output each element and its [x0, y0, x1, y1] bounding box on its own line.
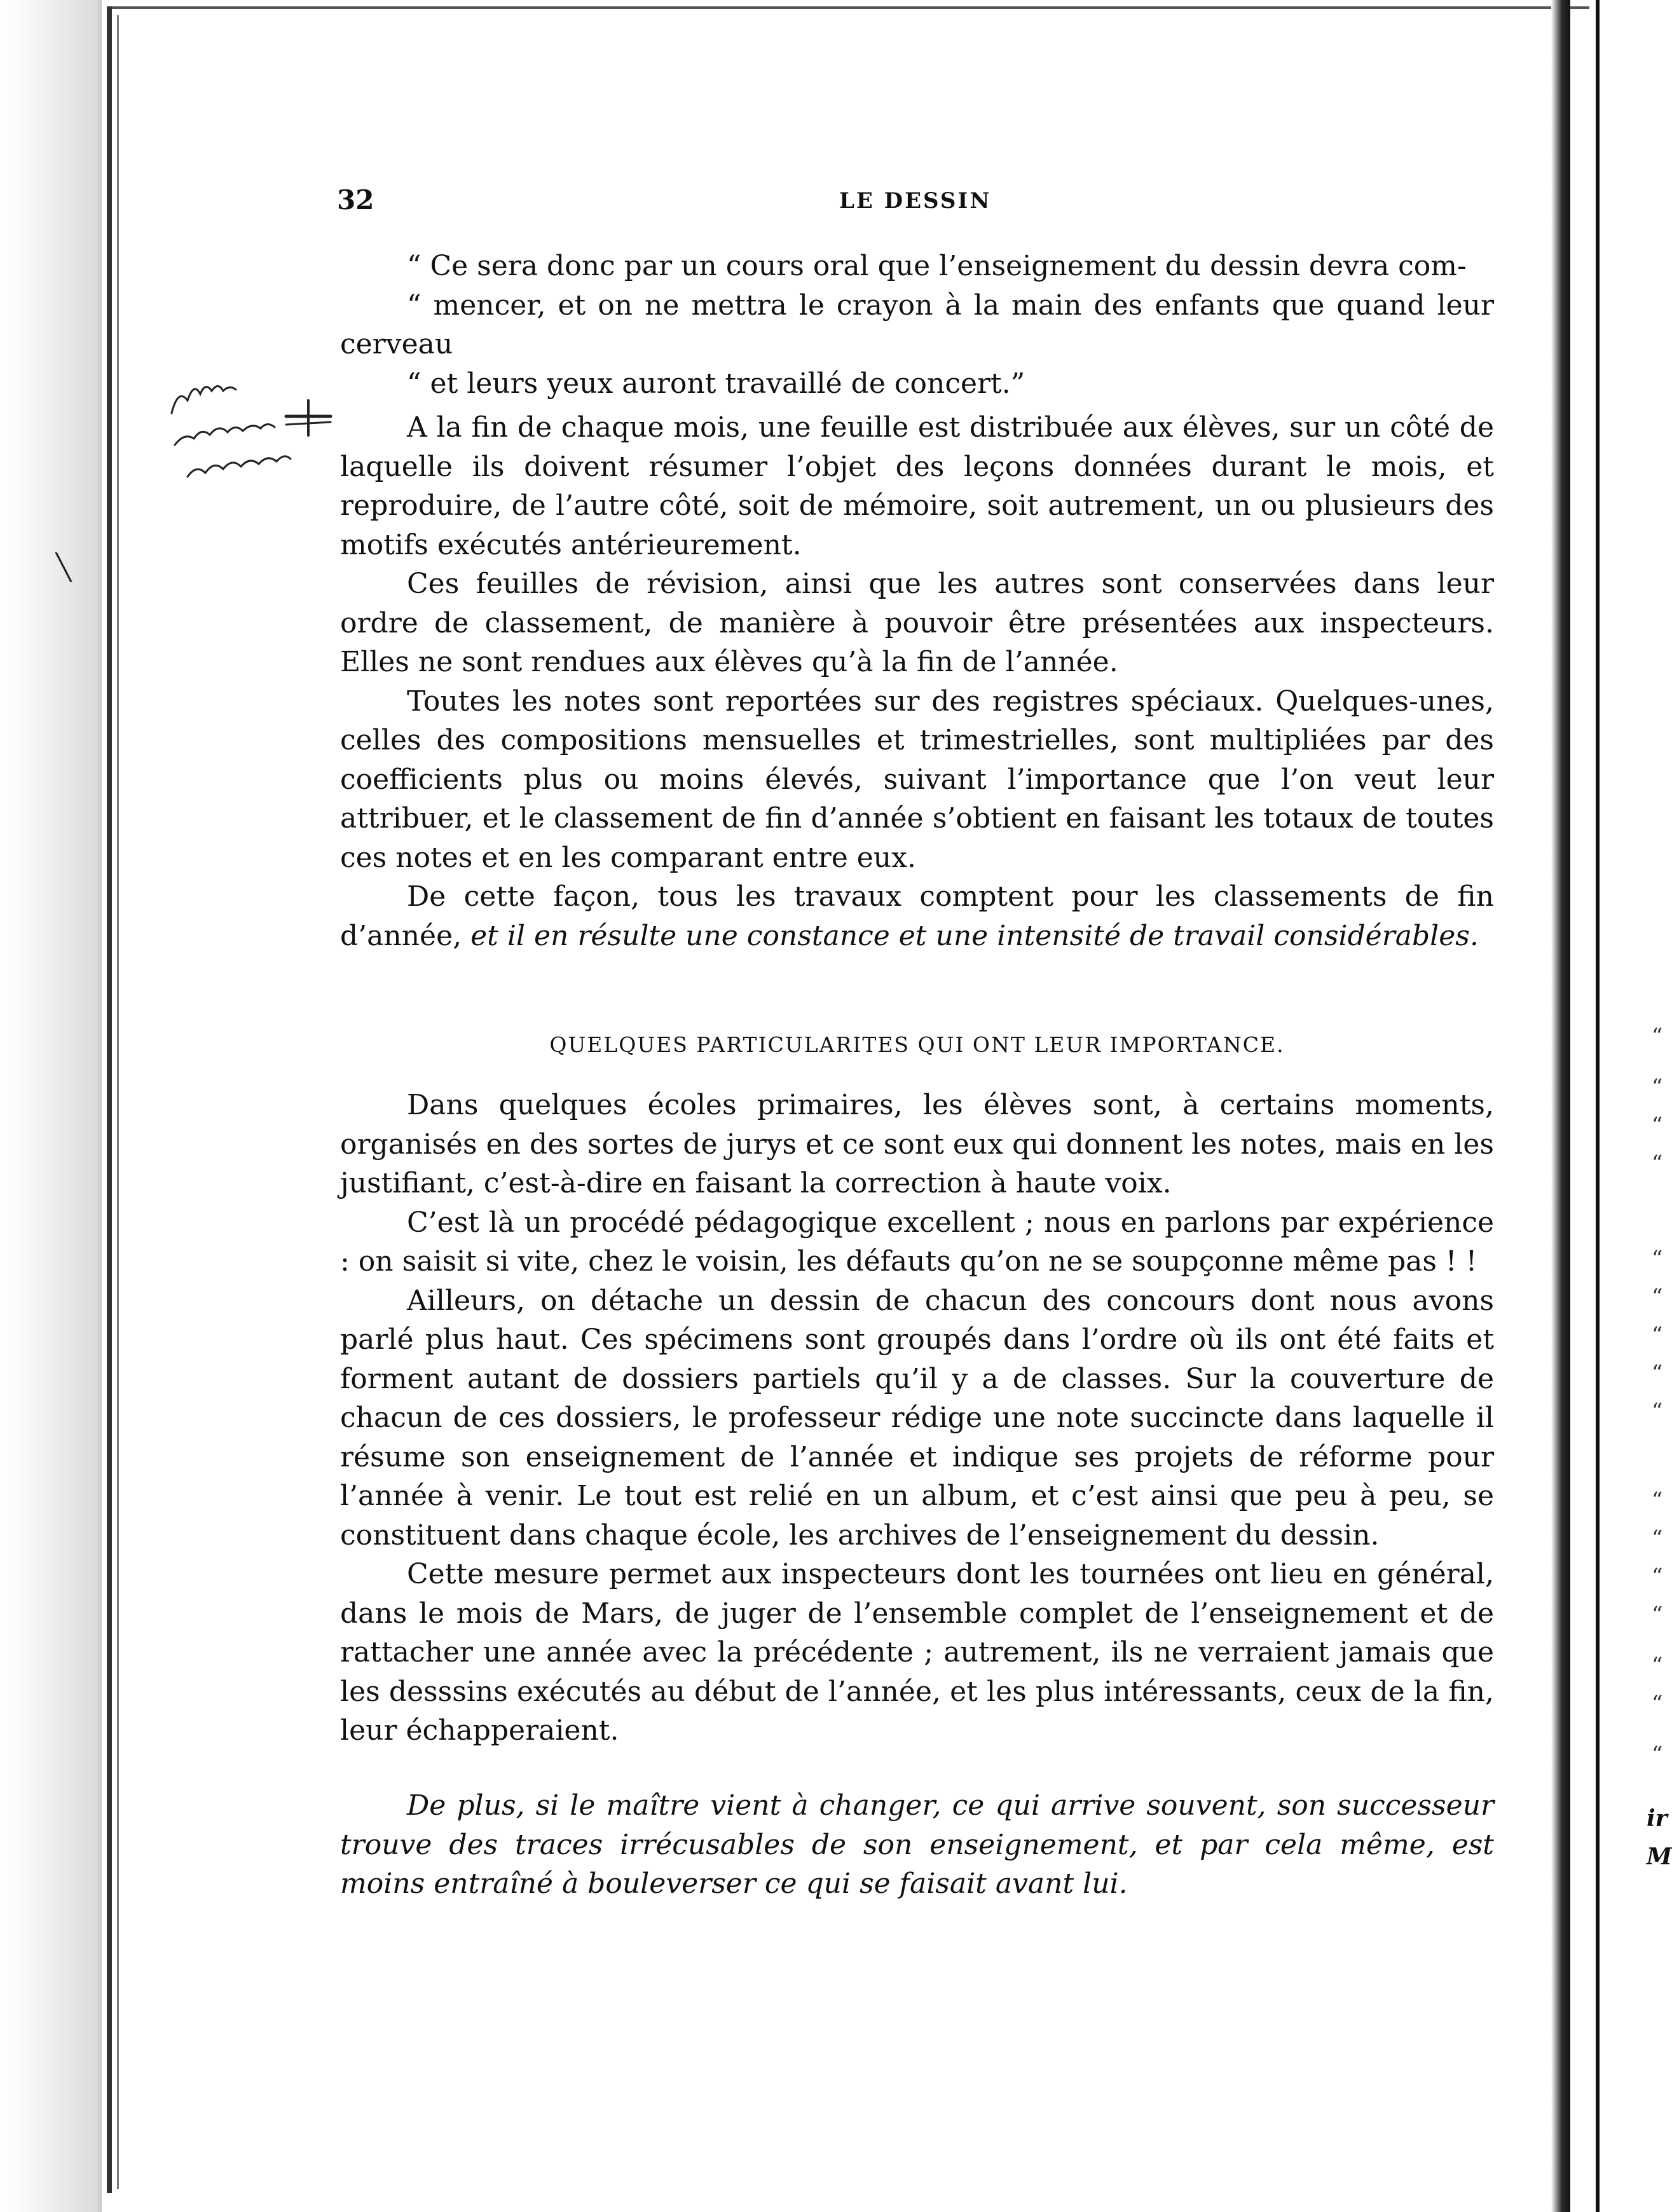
facing-page-quote-mark: “ — [1652, 1691, 1663, 1716]
facing-page-quote-mark: “ — [1652, 1074, 1663, 1100]
quote-line: “ mencer, et on ne mettra le crayon à la main des enfants que quand leur cerveau — [340, 289, 1494, 360]
paragraph: Ces feuilles de révision, ainsi que les autres sont conservées dans leur ordre de classement, de manière à pouvoir être présentées aux inspecteurs. Elles ne sont rendues aux élèves qu’à la fin de l’année. — [340, 568, 1494, 678]
section-heading: QUELQUES PARTICULARITES QUI ONT LEUR IMPORTANCE. — [549, 1032, 1285, 1057]
body-section-2 — [340, 1086, 1494, 1751]
facing-page-quote-mark: “ — [1652, 1487, 1663, 1513]
facing-page-quote-mark: “ — [1652, 1398, 1663, 1424]
paragraph: De plus, si le maître vient à changer, ce qui arrive souvent, son successeur trouve des traces irrécusables de son enseignement, et par cela même, est moins entraîné à bouleverser ce qui se faisait avant lui. — [340, 1789, 1494, 1900]
paragraph: A la fin de chaque mois, une feuille est distribuée aux élèves, sur un côté de laquelle ils doivent résumer l’objet des leçons données durant le mois, et reproduire, de l’autre côté, soit de mémoire, soit autrement, un ou plusieurs des motifs exécutés antérieurement. — [340, 411, 1494, 561]
quote-line: “ et leurs yeux auront travaillé de concert.” — [407, 367, 1025, 400]
facing-page-quote-mark: “ — [1652, 1246, 1663, 1271]
facing-page-quote-mark: “ — [1652, 1023, 1663, 1049]
paragraph-with-italic — [340, 877, 1494, 955]
facing-page-quote-mark: “ — [1652, 1322, 1663, 1348]
paragraph: Dans quelques écoles primaires, les élèves sont, à certains moments, organisés en des sortes de jurys et ce sont eux qui donnent les notes, mais en les justifiant, c’est-à-dire en faisant la correction à haute voix. — [340, 1089, 1494, 1199]
scan-spine-shadow — [0, 0, 102, 2212]
page-left-edge-inner — [117, 15, 119, 2189]
facing-page-quote-mark: “ — [1652, 1742, 1663, 1767]
book-gutter — [1551, 0, 1570, 2212]
facing-page-quote-mark: “ — [1652, 1360, 1663, 1386]
paragraph: C’est là un procédé pédagogique excellent ; nous en parlons par expérience : on saisit si vite, chez le voisin, les défauts qu’on ne se soupçonne même pas ! ! — [340, 1206, 1494, 1278]
paragraph-italic-part: et il en résulte une constance et une intensité de travail considérables. — [470, 919, 1479, 952]
closing-italic-paragraph — [340, 1786, 1494, 1904]
paragraph: Ailleurs, on détache un dessin de chacun des concours dont nous avons parlé plus haut. Ces spécimens sont groupés dans l’ordre où ils ont été faits et forment autant de dossiers partiels qu’il y a de classes. Sur la couverture de chacun de ces dossiers, le professeur rédige une note succincte dans laquelle il résume son enseignement de l’année et indique ses projets de réforme pour l’année à venir. Le tout est relié en un album, et c’est ainsi que peu à peu, se constituent dans chaque école, les archives de l’enseignement du dessin. — [340, 1284, 1494, 1552]
facing-page-fragment — [1596, 0, 1669, 2212]
quote-line: “ Ce sera donc par un cours oral que l’enseignement du dessin devra com- — [407, 250, 1467, 282]
body-section-1 — [340, 408, 1494, 955]
quotation — [340, 247, 1494, 403]
facing-page-quote-mark: “ — [1652, 1284, 1663, 1309]
facing-page-letters-bottom: M — [1647, 1843, 1672, 1870]
page-left-edge — [107, 6, 112, 2193]
paragraph: Cette mesure permet aux inspecteurs dont les tournées ont lieu en général, dans le mois de Mars, de juger de l’ensemble complet de l’enseignement et de rattacher une année avec la précédente ; autrement, ils ne verraient jamais que les desssins exécutés au début de l’année, et les plus intéressants, ceux de la fin, leur échapperaient. — [340, 1558, 1494, 1747]
facing-page-quote-mark: “ — [1652, 1564, 1663, 1589]
facing-page-letters-top: ir — [1647, 1805, 1668, 1832]
handwritten-annotation — [159, 356, 369, 547]
facing-page-quote-mark: “ — [1652, 1112, 1663, 1138]
facing-page-quote-mark: “ — [1652, 1653, 1663, 1678]
paragraph-roman-part: De cette façon, tous les travaux comptent pour les classements de fin d’année, — [340, 880, 1494, 952]
facing-page-quote-mark: “ — [1652, 1602, 1663, 1627]
margin-smudge: ╲ — [56, 553, 72, 582]
page-top-edge — [108, 6, 1589, 9]
running-head: LE DESSIN — [839, 188, 992, 214]
facing-page-quote-mark: “ — [1652, 1526, 1663, 1551]
paragraph: Toutes les notes sont reportées sur des registres spéciaux. Quelques-unes, celles des compositions mensuelles et trimestrielles, sont multipliées par des coefficients plus ou moins élevés, suivant l’importance que l’on veut leur attribuer, et le classement de fin d’année s’obtient en faisant les totaux de toutes ces notes et en les comparant entre eux. — [340, 685, 1494, 874]
facing-page-quote-mark: “ — [1652, 1150, 1663, 1176]
page-number: 32 — [337, 184, 374, 215]
